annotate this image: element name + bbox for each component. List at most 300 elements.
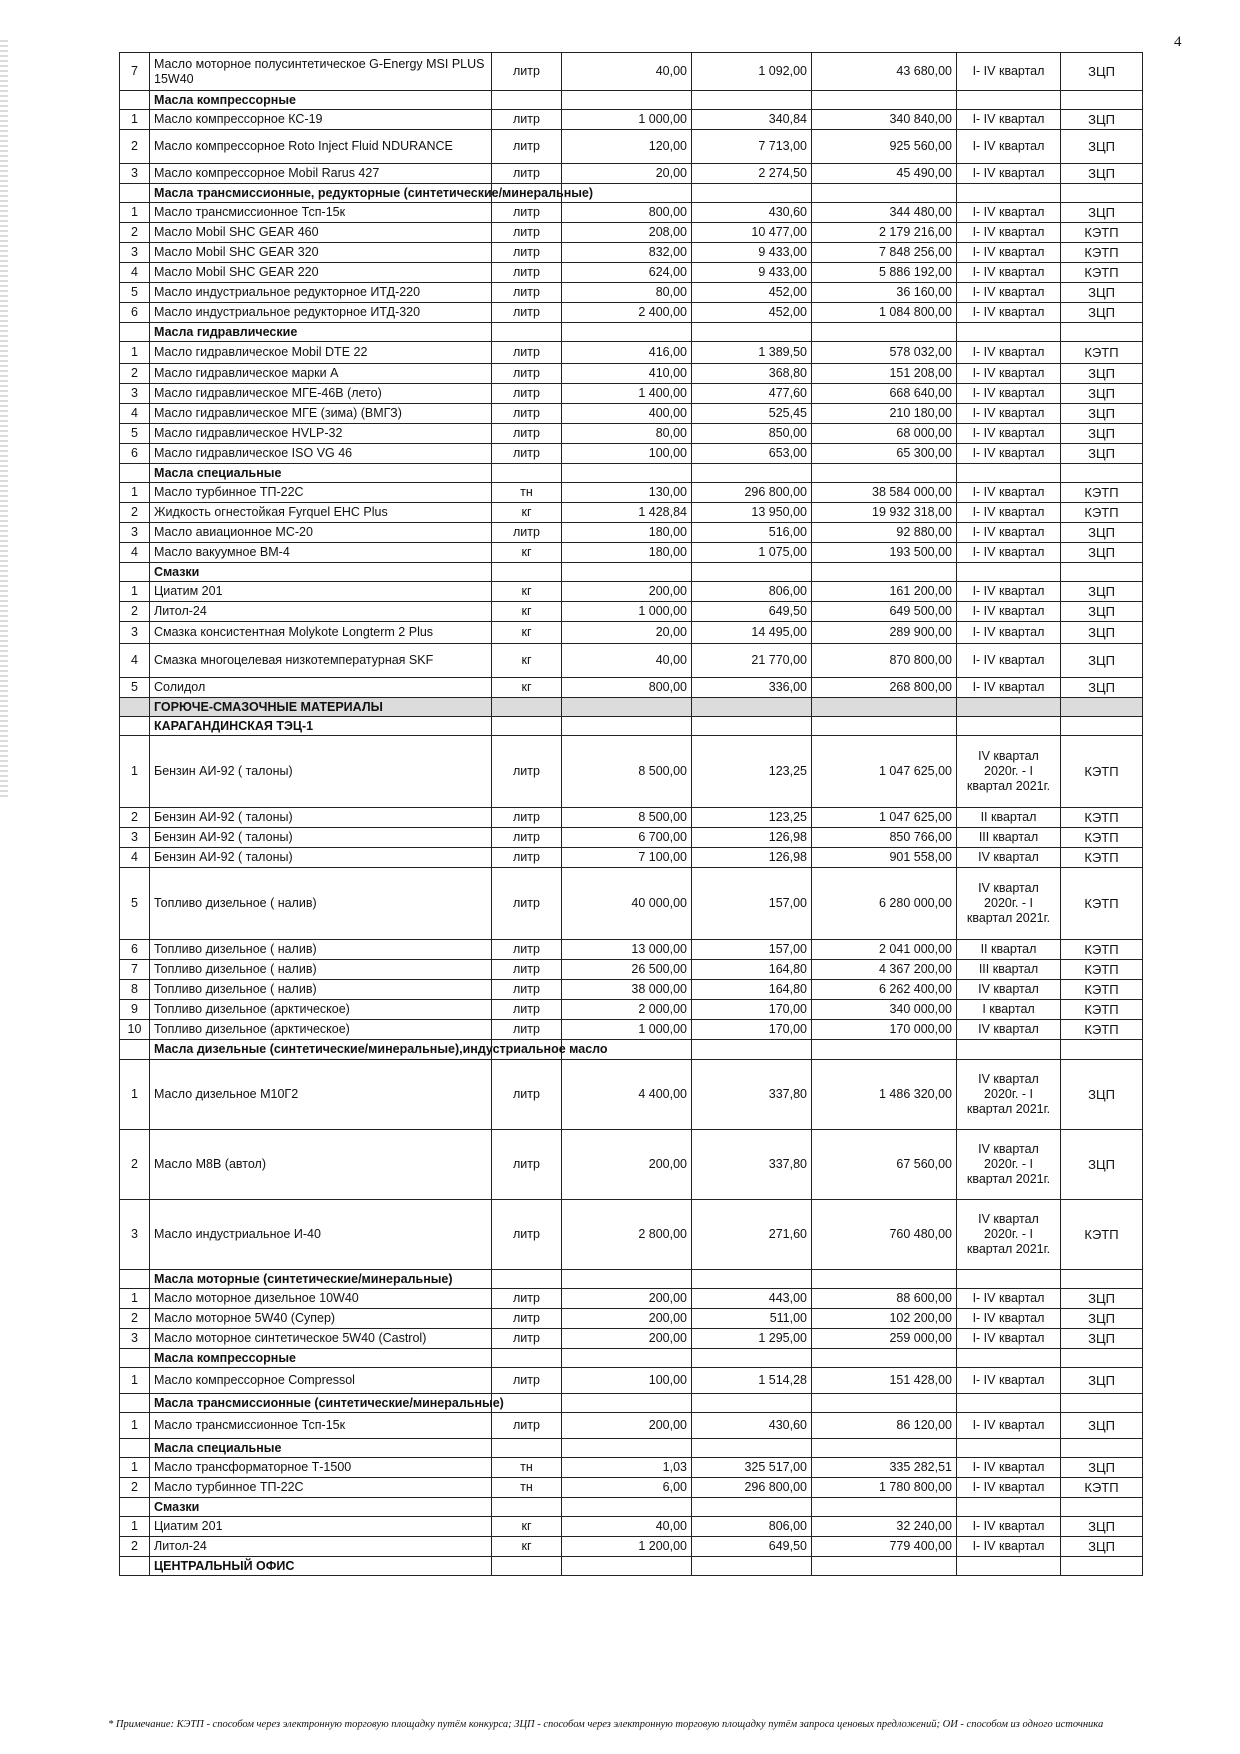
procurement-method: ЗЦП — [1061, 678, 1143, 698]
quantity: 624,00 — [562, 263, 692, 283]
table-row — [120, 848, 1143, 868]
empty-cell — [812, 91, 957, 110]
delivery-period: I- IV квартал — [957, 602, 1061, 622]
unit-price: 157,00 — [692, 868, 812, 940]
empty-cell — [957, 563, 1061, 582]
unit-of-measure: литр — [492, 1200, 562, 1270]
delivery-period: I- IV квартал — [957, 1478, 1061, 1498]
unit-of-measure: литр — [492, 283, 562, 303]
table-row — [120, 1537, 1143, 1557]
empty-cell — [692, 1498, 812, 1517]
unit-of-measure: литр — [492, 1368, 562, 1394]
quantity: 40,00 — [562, 53, 692, 91]
unit-of-measure: кг — [492, 622, 562, 644]
table-row — [120, 243, 1143, 263]
row-number: 4 — [120, 263, 150, 283]
empty-cell — [812, 1557, 957, 1576]
empty-cell — [562, 91, 692, 110]
empty-cell — [120, 717, 150, 736]
total-amount: 6 280 000,00 — [812, 868, 957, 940]
table-row — [120, 303, 1143, 323]
empty-cell — [492, 698, 562, 717]
empty-cell — [120, 1439, 150, 1458]
empty-cell — [1061, 563, 1143, 582]
empty-cell — [492, 464, 562, 483]
item-name: Циатим 201 — [150, 1517, 492, 1537]
table-row — [120, 644, 1143, 678]
quantity: 832,00 — [562, 243, 692, 263]
unit-of-measure: кг — [492, 1537, 562, 1557]
table-row — [120, 164, 1143, 184]
quantity: 4 400,00 — [562, 1060, 692, 1130]
delivery-period: I- IV квартал — [957, 1368, 1061, 1394]
row-number: 5 — [120, 424, 150, 444]
unit-price: 325 517,00 — [692, 1458, 812, 1478]
table-row — [120, 263, 1143, 283]
empty-cell — [957, 1439, 1061, 1458]
unit-of-measure: литр — [492, 1329, 562, 1349]
total-amount: 289 900,00 — [812, 622, 957, 644]
category-header-row — [120, 1439, 1143, 1458]
quantity: 80,00 — [562, 283, 692, 303]
row-number: 1 — [120, 483, 150, 503]
empty-cell — [120, 1270, 150, 1289]
table-row — [120, 444, 1143, 464]
item-name: Масло компрессорное Compressol — [150, 1368, 492, 1394]
category-header-row — [120, 91, 1143, 110]
empty-cell — [957, 1557, 1061, 1576]
delivery-period: I- IV квартал — [957, 1517, 1061, 1537]
unit-of-measure: литр — [492, 342, 562, 364]
procurement-method: ЗЦП — [1061, 1130, 1143, 1200]
row-number: 1 — [120, 1289, 150, 1309]
row-number: 2 — [120, 1130, 150, 1200]
row-number: 1 — [120, 110, 150, 130]
category-header-row — [120, 1270, 1143, 1289]
empty-cell — [1061, 717, 1143, 736]
delivery-period: I- IV квартал — [957, 164, 1061, 184]
empty-cell — [562, 1439, 692, 1458]
delivery-period: I- IV квартал — [957, 1309, 1061, 1329]
delivery-period: I- IV квартал — [957, 1329, 1061, 1349]
empty-cell — [492, 1270, 562, 1289]
row-number: 6 — [120, 444, 150, 464]
total-amount: 2 041 000,00 — [812, 940, 957, 960]
unit-price: 1 075,00 — [692, 543, 812, 563]
table-row — [120, 1413, 1143, 1439]
quantity: 200,00 — [562, 1130, 692, 1200]
empty-cell — [120, 184, 150, 203]
total-amount: 102 200,00 — [812, 1309, 957, 1329]
unit-price: 1 389,50 — [692, 342, 812, 364]
row-number: 2 — [120, 1309, 150, 1329]
empty-cell — [1061, 1270, 1143, 1289]
empty-cell — [957, 1270, 1061, 1289]
row-number: 1 — [120, 1060, 150, 1130]
empty-cell — [692, 91, 812, 110]
item-name: Масло турбинное ТП-22С — [150, 1478, 492, 1498]
procurement-method: ЗЦП — [1061, 130, 1143, 164]
item-name: Масло индустриальное И-40 — [150, 1200, 492, 1270]
delivery-period: IV квартал 2020г. - I квартал 2021г. — [957, 1130, 1061, 1200]
delivery-period: II квартал — [957, 808, 1061, 828]
item-name: Масло гидравлическое МГЕ-46В (лето) — [150, 384, 492, 404]
unit-of-measure: кг — [492, 582, 562, 602]
empty-cell — [692, 1557, 812, 1576]
category-header-row — [120, 563, 1143, 582]
unit-price: 21 770,00 — [692, 644, 812, 678]
unit-of-measure: кг — [492, 503, 562, 523]
unit-of-measure: кг — [492, 1517, 562, 1537]
total-amount: 43 680,00 — [812, 53, 957, 91]
row-number: 3 — [120, 622, 150, 644]
unit-of-measure: литр — [492, 303, 562, 323]
empty-cell — [120, 1349, 150, 1368]
table-body — [120, 53, 1143, 1576]
item-name: Топливо дизельное (арктическое) — [150, 1020, 492, 1040]
quantity: 200,00 — [562, 1329, 692, 1349]
unit-price: 271,60 — [692, 1200, 812, 1270]
unit-of-measure: литр — [492, 1289, 562, 1309]
category-header-row — [120, 184, 1143, 203]
empty-cell — [1061, 1040, 1143, 1060]
procurement-method: ЗЦП — [1061, 164, 1143, 184]
unit-of-measure: литр — [492, 1060, 562, 1130]
unit-price: 1 514,28 — [692, 1368, 812, 1394]
item-name: Литол-24 — [150, 1537, 492, 1557]
unit-price: 170,00 — [692, 1000, 812, 1020]
total-amount: 7 848 256,00 — [812, 243, 957, 263]
unit-price: 340,84 — [692, 110, 812, 130]
empty-cell — [957, 1498, 1061, 1517]
total-amount: 1 486 320,00 — [812, 1060, 957, 1130]
total-amount: 340 840,00 — [812, 110, 957, 130]
total-amount: 36 160,00 — [812, 283, 957, 303]
delivery-period: IV квартал 2020г. - I квартал 2021г. — [957, 1060, 1061, 1130]
table-row — [120, 1368, 1143, 1394]
delivery-period: I- IV квартал — [957, 543, 1061, 563]
table-row — [120, 1329, 1143, 1349]
unit-price: 296 800,00 — [692, 483, 812, 503]
table-row — [120, 1200, 1143, 1270]
table-row — [120, 582, 1143, 602]
quantity: 100,00 — [562, 1368, 692, 1394]
category-header-row — [120, 1349, 1143, 1368]
empty-cell — [692, 323, 812, 342]
table-row — [120, 483, 1143, 503]
category-header-row — [120, 323, 1143, 342]
procurement-method: ЗЦП — [1061, 543, 1143, 563]
quantity: 26 500,00 — [562, 960, 692, 980]
table-row — [120, 1130, 1143, 1200]
delivery-period: IV квартал — [957, 848, 1061, 868]
quantity: 6 700,00 — [562, 828, 692, 848]
row-number: 2 — [120, 1478, 150, 1498]
quantity: 13 000,00 — [562, 940, 692, 960]
quantity: 40,00 — [562, 644, 692, 678]
procurement-method: ЗЦП — [1061, 1329, 1143, 1349]
unit-of-measure: литр — [492, 1130, 562, 1200]
procurement-method: ЗЦП — [1061, 384, 1143, 404]
unit-price: 337,80 — [692, 1130, 812, 1200]
total-amount: 901 558,00 — [812, 848, 957, 868]
item-name: Масло моторное 5W40 (Супер) — [150, 1309, 492, 1329]
empty-cell — [562, 717, 692, 736]
table-row — [120, 110, 1143, 130]
table-row — [120, 130, 1143, 164]
unit-of-measure: литр — [492, 164, 562, 184]
empty-cell — [957, 184, 1061, 203]
table-row — [120, 342, 1143, 364]
category-title: Масла трансмиссионные (синтетические/минеральные) — [150, 1394, 492, 1413]
delivery-period: I- IV квартал — [957, 582, 1061, 602]
unit-price: 511,00 — [692, 1309, 812, 1329]
quantity: 100,00 — [562, 444, 692, 464]
category-title: Масла трансмиссионные, редукторные (синтетические/минеральные) — [150, 184, 492, 203]
empty-cell — [692, 1394, 812, 1413]
unit-of-measure: литр — [492, 1020, 562, 1040]
item-name: Масло трансформаторное Т-1500 — [150, 1458, 492, 1478]
quantity: 180,00 — [562, 543, 692, 563]
section-header-row — [120, 698, 1143, 717]
table-row — [120, 960, 1143, 980]
total-amount: 19 932 318,00 — [812, 503, 957, 523]
item-name: Топливо дизельное ( налив) — [150, 868, 492, 940]
total-amount: 578 032,00 — [812, 342, 957, 364]
item-name: Масло Mobil SHC GEAR 460 — [150, 223, 492, 243]
delivery-period: I- IV квартал — [957, 203, 1061, 223]
empty-cell — [120, 698, 150, 717]
table-row — [120, 736, 1143, 808]
unit-price: 123,25 — [692, 808, 812, 828]
empty-cell — [812, 717, 957, 736]
quantity: 416,00 — [562, 342, 692, 364]
procurement-method: ЗЦП — [1061, 424, 1143, 444]
table-row — [120, 980, 1143, 1000]
total-amount: 779 400,00 — [812, 1537, 957, 1557]
unit-price: 14 495,00 — [692, 622, 812, 644]
procurement-method: ЗЦП — [1061, 1289, 1143, 1309]
total-amount: 32 240,00 — [812, 1517, 957, 1537]
total-amount: 161 200,00 — [812, 582, 957, 602]
empty-cell — [957, 1040, 1061, 1060]
total-amount: 45 490,00 — [812, 164, 957, 184]
unit-price: 164,80 — [692, 960, 812, 980]
empty-cell — [1061, 184, 1143, 203]
unit-price: 126,98 — [692, 828, 812, 848]
row-number: 6 — [120, 940, 150, 960]
item-name: Бензин АИ-92 ( талоны) — [150, 736, 492, 808]
row-number: 3 — [120, 1200, 150, 1270]
total-amount: 2 179 216,00 — [812, 223, 957, 243]
procurement-method: КЭТП — [1061, 940, 1143, 960]
item-name: Топливо дизельное (арктическое) — [150, 1000, 492, 1020]
quantity: 410,00 — [562, 364, 692, 384]
total-amount: 850 766,00 — [812, 828, 957, 848]
procurement-method: ЗЦП — [1061, 404, 1143, 424]
empty-cell — [1061, 1439, 1143, 1458]
procurement-method: ЗЦП — [1061, 444, 1143, 464]
delivery-period: I- IV квартал — [957, 130, 1061, 164]
unit-price: 452,00 — [692, 303, 812, 323]
procurement-method: ЗЦП — [1061, 203, 1143, 223]
procurement-method: ЗЦП — [1061, 622, 1143, 644]
unit-of-measure: литр — [492, 523, 562, 543]
unit-price: 653,00 — [692, 444, 812, 464]
table-row — [120, 543, 1143, 563]
empty-cell — [562, 1349, 692, 1368]
total-amount: 4 367 200,00 — [812, 960, 957, 980]
delivery-period: I- IV квартал — [957, 424, 1061, 444]
delivery-period: I- IV квартал — [957, 622, 1061, 644]
row-number: 2 — [120, 808, 150, 828]
empty-cell — [120, 464, 150, 483]
total-amount: 6 262 400,00 — [812, 980, 957, 1000]
delivery-period: I- IV квартал — [957, 1537, 1061, 1557]
delivery-period: I- IV квартал — [957, 342, 1061, 364]
unit-of-measure: литр — [492, 424, 562, 444]
item-name: Солидол — [150, 678, 492, 698]
item-name: Масло гидравлическое ISO VG 46 — [150, 444, 492, 464]
total-amount: 1 084 800,00 — [812, 303, 957, 323]
item-name: Бензин АИ-92 ( талоны) — [150, 808, 492, 828]
procurement-method: ЗЦП — [1061, 1458, 1143, 1478]
procurement-method: КЭТП — [1061, 1000, 1143, 1020]
empty-cell — [492, 1557, 562, 1576]
empty-cell — [692, 563, 812, 582]
row-number: 3 — [120, 384, 150, 404]
empty-cell — [562, 1498, 692, 1517]
quantity: 40 000,00 — [562, 868, 692, 940]
delivery-period: I- IV квартал — [957, 364, 1061, 384]
unit-price: 516,00 — [692, 523, 812, 543]
empty-cell — [957, 323, 1061, 342]
quantity: 208,00 — [562, 223, 692, 243]
unit-price: 336,00 — [692, 678, 812, 698]
delivery-period: I- IV квартал — [957, 303, 1061, 323]
unit-price: 850,00 — [692, 424, 812, 444]
procurement-method: КЭТП — [1061, 243, 1143, 263]
unit-of-measure: тн — [492, 483, 562, 503]
empty-cell — [957, 1349, 1061, 1368]
section-title: ГОРЮЧЕ-СМАЗОЧНЫЕ МАТЕРИАЛЫ — [150, 698, 492, 717]
delivery-period: I- IV квартал — [957, 1413, 1061, 1439]
table-row — [120, 364, 1143, 384]
unit-of-measure: литр — [492, 444, 562, 464]
table-row — [120, 503, 1143, 523]
category-title: КАРАГАНДИНСКАЯ ТЭЦ-1 — [150, 717, 492, 736]
empty-cell — [120, 563, 150, 582]
unit-price: 430,60 — [692, 203, 812, 223]
row-number: 2 — [120, 602, 150, 622]
item-name: Масло компрессорное Mobil Rarus 427 — [150, 164, 492, 184]
procurement-method: ЗЦП — [1061, 364, 1143, 384]
procurement-method: КЭТП — [1061, 503, 1143, 523]
delivery-period: I- IV квартал — [957, 444, 1061, 464]
total-amount: 88 600,00 — [812, 1289, 957, 1309]
scan-edge-artifact — [0, 40, 8, 800]
unit-price: 123,25 — [692, 736, 812, 808]
empty-cell — [492, 563, 562, 582]
category-header-row — [120, 1557, 1143, 1576]
item-name: Масло гидравлическое Mobil DTE 22 — [150, 342, 492, 364]
row-number: 2 — [120, 130, 150, 164]
quantity: 38 000,00 — [562, 980, 692, 1000]
unit-price: 9 433,00 — [692, 243, 812, 263]
row-number: 5 — [120, 283, 150, 303]
quantity: 8 500,00 — [562, 808, 692, 828]
unit-price: 1 295,00 — [692, 1329, 812, 1349]
row-number: 2 — [120, 1537, 150, 1557]
category-header-row — [120, 717, 1143, 736]
row-number: 3 — [120, 1329, 150, 1349]
row-number: 4 — [120, 404, 150, 424]
total-amount: 1 047 625,00 — [812, 808, 957, 828]
category-title: Масла дизельные (синтетические/минеральные),индустриальное масло — [150, 1040, 492, 1060]
category-title: Масла компрессорные — [150, 1349, 492, 1368]
unit-price: 296 800,00 — [692, 1478, 812, 1498]
category-title: Смазки — [150, 563, 492, 582]
item-name: Масло дизельное М10Г2 — [150, 1060, 492, 1130]
unit-price: 170,00 — [692, 1020, 812, 1040]
row-number: 3 — [120, 828, 150, 848]
quantity: 1 428,84 — [562, 503, 692, 523]
table-row — [120, 1000, 1143, 1020]
delivery-period: I- IV квартал — [957, 283, 1061, 303]
unit-of-measure: кг — [492, 678, 562, 698]
item-name: Масло индустриальное редукторное ИТД-320 — [150, 303, 492, 323]
unit-of-measure: литр — [492, 263, 562, 283]
quantity: 2 400,00 — [562, 303, 692, 323]
total-amount: 170 000,00 — [812, 1020, 957, 1040]
quantity: 180,00 — [562, 523, 692, 543]
unit-of-measure: литр — [492, 808, 562, 828]
unit-of-measure: литр — [492, 828, 562, 848]
total-amount: 1 780 800,00 — [812, 1478, 957, 1498]
procurement-method: ЗЦП — [1061, 1368, 1143, 1394]
quantity: 2 000,00 — [562, 1000, 692, 1020]
item-name: Бензин АИ-92 ( талоны) — [150, 828, 492, 848]
unit-price: 10 477,00 — [692, 223, 812, 243]
quantity: 1,03 — [562, 1458, 692, 1478]
empty-cell — [562, 323, 692, 342]
empty-cell — [562, 1394, 692, 1413]
total-amount: 925 560,00 — [812, 130, 957, 164]
table-row — [120, 523, 1143, 543]
quantity: 20,00 — [562, 164, 692, 184]
empty-cell — [692, 1040, 812, 1060]
unit-of-measure: литр — [492, 243, 562, 263]
row-number: 1 — [120, 582, 150, 602]
category-title: Масла специальные — [150, 1439, 492, 1458]
table-row — [120, 828, 1143, 848]
delivery-period: IV квартал — [957, 980, 1061, 1000]
table-row — [120, 1478, 1143, 1498]
empty-cell — [562, 464, 692, 483]
quantity: 200,00 — [562, 1289, 692, 1309]
empty-cell — [492, 1349, 562, 1368]
quantity: 8 500,00 — [562, 736, 692, 808]
empty-cell — [562, 698, 692, 717]
category-title: Смазки — [150, 1498, 492, 1517]
quantity: 7 100,00 — [562, 848, 692, 868]
procurement-method: ЗЦП — [1061, 1060, 1143, 1130]
footnote: * Примечание: КЭТП - способом через электронную торговую площадку путём конкурса; ЗЦП - способом через электронную торговую площадку путём запроса ценовых предложений; ОИ - способом из одного источника — [108, 1719, 1104, 1730]
delivery-period: I- IV квартал — [957, 1289, 1061, 1309]
procurement-method: КЭТП — [1061, 868, 1143, 940]
empty-cell — [1061, 323, 1143, 342]
unit-of-measure: кг — [492, 543, 562, 563]
